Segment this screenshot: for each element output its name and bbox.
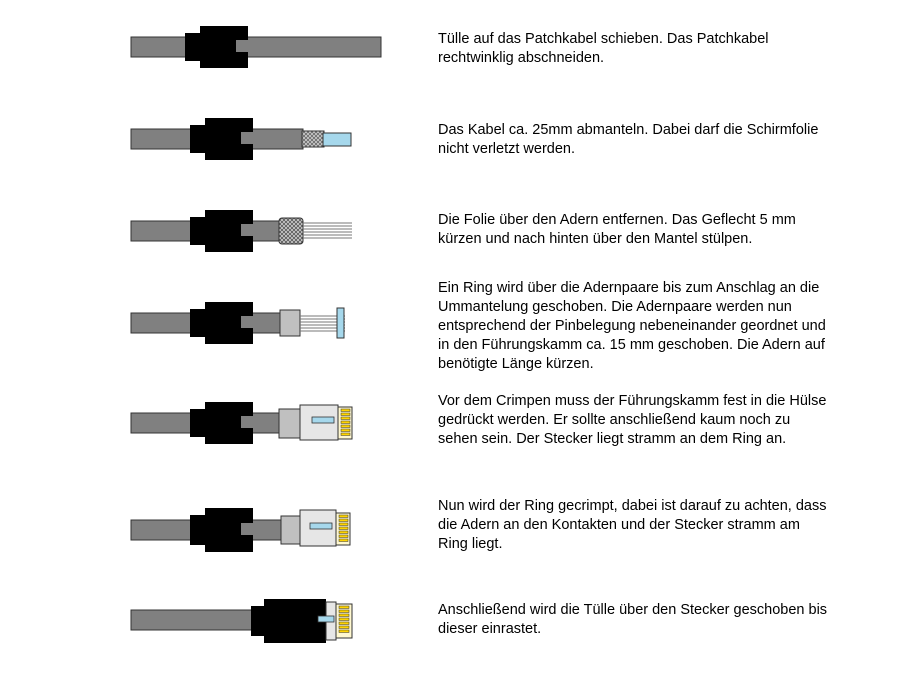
step-2-text: Das Kabel ca. 25mm abmanteln. Dabei darf die Schirmfolie nicht verletzt werden. xyxy=(438,122,819,157)
cable-boot xyxy=(190,508,253,552)
step-5-text: Vor dem Crimpen muss der Führungskamm fest in die Hülse gedrückt werden. Er sollte anschließend kaum noch zu sehen sein. Der Stecker liegt stramm an dem Ring an. xyxy=(438,393,827,447)
cable-boot xyxy=(190,402,253,444)
cable-jacket xyxy=(131,610,257,630)
wire-pairs xyxy=(303,223,352,238)
folded-braid xyxy=(279,218,303,244)
step-6 xyxy=(0,480,900,584)
guide-comb xyxy=(337,308,344,338)
cable-boot xyxy=(190,118,253,160)
step-6-illustration xyxy=(0,480,430,584)
cable-boot xyxy=(185,26,248,68)
cable-boot xyxy=(190,210,253,252)
step-1-illustration xyxy=(0,0,430,96)
step-1-text: Tülle auf das Patchkabel schieben. Das Patchkabel rechtwinklig abschneiden. xyxy=(438,31,769,66)
plug-contacts xyxy=(339,606,349,633)
crimped-ring xyxy=(281,516,301,544)
step-1 xyxy=(0,0,900,96)
rj45-plug xyxy=(300,510,350,546)
step-5-illustration xyxy=(0,380,430,480)
step-3-text: Die Folie über den Adern entfernen. Das Geflecht 5 mm kürzen und nach hinten über den Mantel stülpen. xyxy=(438,212,796,247)
step-7-illustration xyxy=(0,584,430,675)
step-4 xyxy=(0,280,900,380)
step-3 xyxy=(0,188,900,280)
cable-boot xyxy=(251,599,326,643)
plug-contacts xyxy=(339,515,348,542)
cable-boot xyxy=(190,302,253,344)
step-4-text: Ein Ring wird über die Adernpaare bis zum Anschlag an die Ummantelung geschoben. Die Adernpaare werden nun entsprechend der Pinbelegung nebeneinander geordnet und in den Führungskamm ca. 15 mm geschoben. Die Adern auf benötigte Länge kürzen. xyxy=(438,280,826,372)
step-6-text: Nun wird der Ring gecrimpt, dabei ist darauf zu achten, dass die Adern an den Kontakten und der Stecker stramm am Ring liegt. xyxy=(438,498,827,552)
step-2-illustration xyxy=(0,96,430,188)
step-4-illustration xyxy=(0,280,430,380)
step-5 xyxy=(0,380,900,480)
shield-foil xyxy=(323,133,351,146)
rj45-plug xyxy=(300,405,352,440)
plug-contacts xyxy=(341,409,350,436)
cable-jacket xyxy=(131,37,381,57)
step-7 xyxy=(0,584,900,675)
step-3-illustration xyxy=(0,188,430,280)
step-2 xyxy=(0,96,900,188)
braid-shield xyxy=(302,131,324,147)
crimp-ring xyxy=(280,310,300,336)
crimp-ring xyxy=(279,409,301,438)
step-7-text: Anschließend wird die Tülle über den Stecker geschoben bis dieser einrastet. xyxy=(438,602,828,637)
